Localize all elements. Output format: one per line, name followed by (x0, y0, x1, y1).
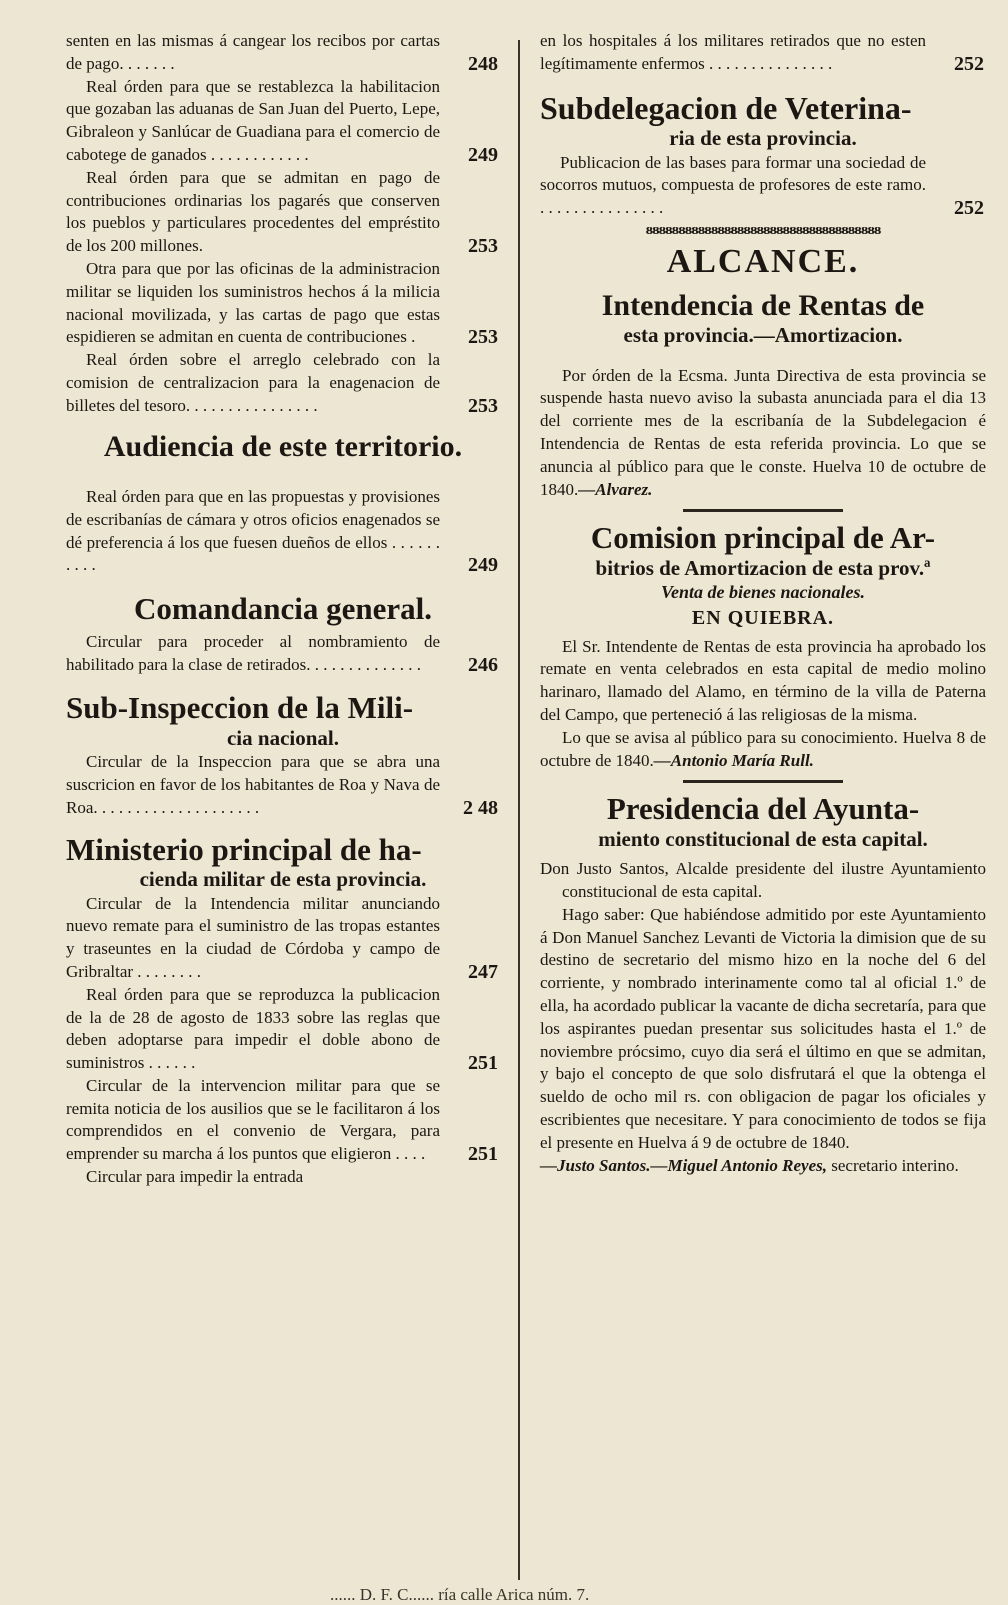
intendencia-body: Por órden de la Ecsma. Junta Directiva de esta provincia se suspende hasta nuevo aviso la subasta anunciada para el dia 13 del corriente mes de la escribanía de la Subdelegacion é Intendencia de Rentas de esta referida provincia. Lo que se anuncia al público para que le conste. Huelva 10 de octubre de 1840. (540, 365, 986, 499)
index-entry (66, 1166, 500, 1189)
ministerio-entries (66, 893, 500, 1189)
comision-notice (540, 727, 986, 773)
intendencia-title: Intendencia de Rentas de (601, 288, 925, 322)
presidencia-subtitle: miento constitucional de esta capital. (598, 827, 928, 852)
comision-title: Comision principal de Ar- (590, 520, 936, 556)
presidencia-signature-line (540, 1155, 986, 1178)
index-entry-text: Circular de la intervencion militar para que se remita noticia de los ausilios que se le facilitaron á los comprendidos en el convenio de Vergara, para emprender su marcha á los puntos que eligieron . . . . (66, 1075, 440, 1164)
index-entry (66, 631, 500, 677)
left-column (66, 30, 500, 1189)
presidencia-body: Hago saber: Que habiéndose admitido por este Ayuntamiento á Don Manuel Sanchez Levanti de Victoria la dimision que de su destino de secretario del mismo hizo en la noche del 6 del corriente, y nombrado interinamente como tal al oficial 1.º de ella, ha acordado publicar la vacante de dicha secretaría, para que los aspirantes puedan presentar sus solicitudes hasta el 1.º de noviembre prócsimo, cuyo dia será el último en que se admitan, y bajo el concepto de que solo disfrutará el que la obtenga el sueldo de ocho mil rs. con obligacion de pagar los oficiales y escribientes que necesitare. Y para conocimiento de todos se fija el presente en Huelva á 9 de octubre de 1840. (540, 904, 986, 1152)
subinspeccion-title: Sub-Inspeccion de la Mili- (66, 690, 414, 726)
page-number: 252 (954, 197, 984, 220)
index-entry-text: en los hospitales á los militares retirados que no esten legítimamente enfermos . . . . . . . . . . . . . . . (540, 31, 926, 73)
comandancia-entries (66, 631, 500, 677)
presidencia-intro: Don Justo Santos, Alcalde presidente del ilustre Ayuntamiento constitucional de esta capital. (540, 859, 986, 902)
subdelegacion-title: Subdelegacion de Veterina- (540, 89, 912, 126)
separator-rule (683, 509, 843, 512)
ministerio-subtitle: cienda militar de esta provincia. (139, 867, 427, 892)
index-entry (66, 30, 500, 76)
index-entry (540, 152, 986, 220)
page-number: 246 (468, 653, 498, 676)
index-entry (66, 258, 500, 349)
index-entry-text: Real órden para que en las propuestas y provisiones de escribanías de cámara y otros oficios enagenados se dé preferencia á los que fuesen dueños de ellos . . . . . . . . . . (66, 487, 440, 575)
index-entry (66, 1075, 500, 1166)
column-divider (518, 40, 520, 1580)
page-number: 252 (954, 52, 984, 75)
page-number: 248 (468, 52, 498, 75)
presidencia-signature: —Justo Santos.—Miguel Antonio Reyes, (540, 1155, 828, 1175)
subinspeccion-entries (66, 751, 500, 819)
intendencia-notice (540, 365, 986, 502)
intendencia-subtitle: esta provincia.—Amortizacion. (623, 323, 903, 348)
index-entries-top (66, 30, 500, 418)
index-entry-text: Otra para que por las oficinas de la administracion militar se liquiden los suministros hechos á la milicia nacional movilizada, y las cartas de pago que estas espidieren se admitan en cuenta de contribuciones . (66, 258, 440, 347)
index-entry (540, 30, 986, 76)
index-entry-text: Real órden para que se admitan en pago de contribuciones ordinarias los pagarés que conserven los pueblos y particulares procedentes del empréstito de los 200 millones. (66, 167, 440, 256)
comision-body-1: El Sr. Intendente de Rentas de esta provincia ha aprobado los remate en venta celebrados en esta capital de medio molino harinaro, llamado del Alamo, en término de la villa de Paterna del Campo, que perteneció á las religiosas de la misma. (540, 636, 986, 725)
index-entry-text: Circular para impedir la entrada (86, 1167, 304, 1187)
presidencia-title: Presidencia del Ayunta- (606, 791, 920, 827)
index-entry-text: Circular para proceder al nombramiento de habilitado para la clase de retirados. . . . . . . . . . . . . . (66, 631, 440, 674)
subinspeccion-subtitle: cia nacional. (226, 726, 339, 751)
page-number: 251 (468, 1052, 498, 1075)
index-entry-text: Real órden para que se reproduzca la publicacion de la de 28 de agosto de 1833 sobre las reglas que deben adoptarse para impedir el doble abono de suministros . . . . . . (66, 984, 440, 1073)
comandancia-title: Comandancia general. (134, 591, 432, 627)
index-entries-top-right (540, 30, 986, 76)
comision-body-2: Lo que se avisa al público para su conocimiento. Huelva 8 de octubre de 1840. (540, 727, 986, 770)
comision-signature: —Antonio María Rull. (653, 750, 814, 770)
index-entry (66, 349, 500, 417)
subdelegacion-entries (540, 152, 986, 220)
intendencia-signature: —Alvarez. (578, 479, 653, 499)
index-entry (66, 167, 500, 258)
alcance-heading: ALCANCE. (666, 242, 860, 280)
page-number: 247 (468, 960, 498, 983)
ornamental-border: ᴕᴕᴕᴕᴕᴕᴕᴕᴕᴕᴕᴕᴕᴕᴕᴕᴕᴕᴕᴕᴕᴕᴕᴕᴕᴕᴕᴕᴕᴕᴕᴕᴕᴕᴕᴕ (645, 221, 881, 238)
index-entry (66, 486, 500, 577)
subdelegacion-subtitle: ria de esta provincia. (669, 126, 857, 151)
presidencia-signature-tail: secretario interino. (827, 1155, 959, 1175)
ministerio-title: Ministerio principal de ha- (66, 831, 422, 867)
index-entry (66, 751, 500, 819)
comision-subtitle: bitrios de Amortizacion de esta prov.ª (595, 556, 931, 581)
audiencia-entries (66, 486, 500, 577)
index-entry (66, 984, 500, 1075)
index-entry-text: Circular de la Intendencia militar anunciando nuevo remate para el suministro de las tropas estantes y traseuntes en la ciudad de Córdoba y campo de Gribraltar . . . . . . . . (66, 893, 440, 981)
page-number: 253 (468, 235, 498, 258)
page-number: 253 (468, 394, 498, 417)
comision-italic-subtitle: Venta de bienes nacionales. (660, 582, 865, 603)
page-number: 2 48 (463, 796, 498, 819)
page-number: 249 (468, 554, 498, 577)
index-entry-text: Real órden para que se restablezca la habilitacion que gozaban las aduanas de San Juan del Puerto, Lepe, Gibraleon y Sanlúcar de Guadiana para el comercio de cabotege de ganados . . . . . . . . . . . . (66, 76, 440, 164)
audiencia-title: Audiencia de este territorio. (103, 429, 463, 463)
page-number: 253 (468, 326, 498, 349)
page-footer: ...... D. F. C...... ría calle Arica núm. 7. (330, 1585, 590, 1604)
separator-rule-2 (683, 780, 843, 783)
index-entry-text: Real órden sobre el arreglo celebrado con la comision de centralizacion para la enagenacion de billetes del tesoro. . . . . . . . . . . . . . . . (66, 350, 440, 415)
comision-caps: EN QUIEBRA. (691, 606, 835, 629)
index-entry (66, 76, 500, 167)
index-entry (66, 893, 500, 984)
index-entry-text: Circular de la Inspeccion para que se abra una suscricion en favor de los habitantes de Roa y Nava de Roa. . . . . . . . . . . . . . . . . . . . (66, 752, 440, 817)
index-entry-text: senten en las mismas á cangear los recibos por cartas de pago. . . . . . . (66, 31, 440, 73)
index-entry-text: Publicacion de las bases para formar una sociedad de socorros mutuos, compuesta de profesores de este ramo. . . . . . . . . . . . . . . . (540, 152, 926, 218)
right-column (540, 30, 986, 1177)
page-number: 249 (468, 143, 498, 166)
page-number: 251 (468, 1143, 498, 1166)
